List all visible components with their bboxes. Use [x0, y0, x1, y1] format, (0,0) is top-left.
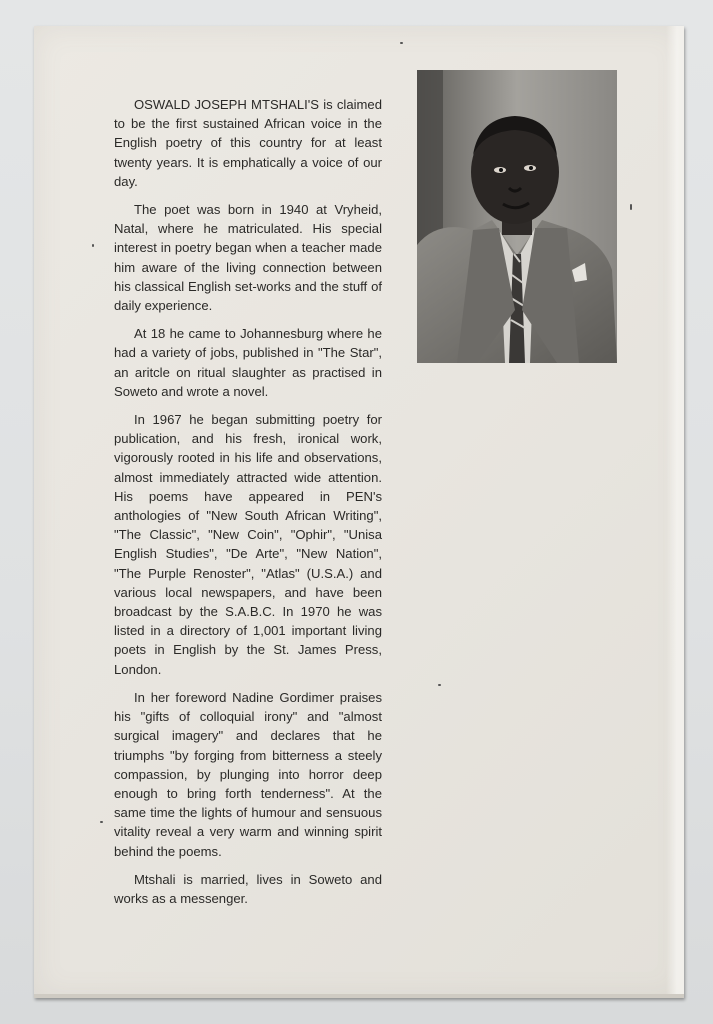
book-back-cover	[34, 26, 684, 998]
page-edge	[666, 26, 684, 998]
author-portrait-photo	[417, 70, 617, 363]
print-speck	[92, 244, 94, 247]
bio-paragraph-birth: The poet was born in 1940 at Vryheid, Natal, where he matriculated. His special interest in poetry began when a teacher made him aware of the living connection between his classical English set-works and the stuff of daily experience.	[114, 202, 382, 314]
author-biography	[114, 95, 382, 917]
print-speck	[100, 821, 103, 823]
bio-paragraph-foreword: In her foreword Nadine Gordimer praises his "gifts of colloquial irony" and "almost surgical imagery" and declares that he triumphs "by forging from bitterness a steely compassion, by plunging into horror deep enough to bring forth tenderness". At the same time the lights of humour and sensuous vitality reveal a very warm and winning spirit behind the poems.	[114, 689, 382, 859]
bio-paragraph-personal: Mtshali is married, lives in Soweto and works as a messenger.	[114, 871, 382, 906]
bio-paragraph-intro: OSWALD JOSEPH MTSHALI'S is claimed to be the first sustained African voice in the English poetry of this country for at least twenty years. It is emphatically a voice of our day.	[114, 97, 382, 189]
print-speck	[630, 204, 632, 210]
print-speck	[438, 684, 441, 686]
portrait-drawing	[417, 70, 617, 363]
bio-paragraph-publications: In 1967 he began submitting poetry for publication, and his fresh, ironical work, vigorously rooted in his life and observations, almost immediately attracted wide attention. His poems have appeared in PEN's anthologies of "New South African Writing", "The Classic", "New Coin", "Ophir", "Unisa English Studies", "De Arte", "New Nation", "The Purple Renoster", "Atlas" (U.S.A.) and various local newspapers, and have been broadcast by the S.A.B.C. In 1970 he was listed in a directory of 1,001 important living poets in English by the St. James Press, London.	[114, 412, 382, 677]
print-speck	[400, 42, 403, 44]
bio-paragraph-johannesburg: At 18 he came to Johannesburg where he had a variety of jobs, published in "The Star", an aritcle on ritual slaughter as practised in Soweto and wrote a novel.	[114, 326, 382, 399]
